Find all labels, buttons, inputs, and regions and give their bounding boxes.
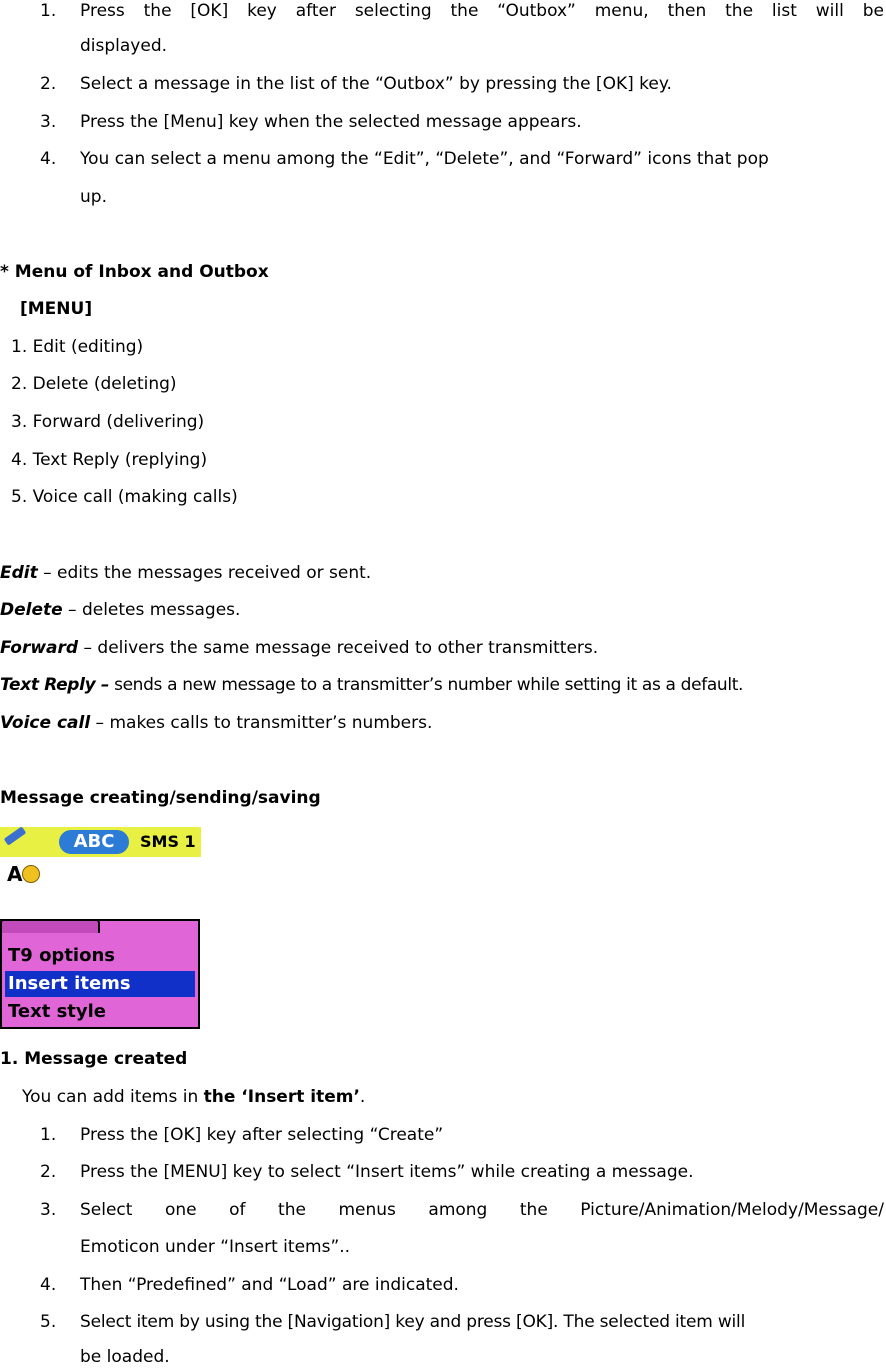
word: among bbox=[428, 1200, 488, 1220]
word: one bbox=[164, 1200, 197, 1220]
list-text: be loaded. bbox=[80, 1347, 170, 1367]
list-text: Press the [Menu] key when the selected message appears. bbox=[80, 112, 582, 132]
menu-item-delete: 2. Delete (deleting) bbox=[11, 374, 177, 394]
word: Picture/Animation/Melody/Message/ bbox=[580, 1200, 884, 1220]
word: the bbox=[725, 1, 754, 21]
list-text: Press the [MENU] key to select “Insert items” while creating a message. bbox=[80, 1162, 694, 1182]
list-number: 3. bbox=[40, 1200, 57, 1220]
definition-desc: sends a new message to a transmitter’s number while setting it as a default. bbox=[109, 675, 744, 695]
list1-item-1-line-1 bbox=[80, 0, 884, 22]
list-text: You can select a menu among the “Edit”, “Delete”, and “Forward” icons that pop bbox=[80, 149, 769, 169]
list-number: 1. bbox=[40, 1125, 57, 1145]
input-mode-badge: ABC bbox=[59, 830, 129, 854]
list-number: 4. bbox=[40, 1275, 57, 1295]
menu-folder-tab bbox=[0, 919, 100, 933]
intro-text: You can add items in bbox=[22, 1087, 204, 1107]
word: menus bbox=[338, 1200, 396, 1220]
word: after bbox=[295, 1, 336, 21]
definition-desc: – deletes messages. bbox=[62, 600, 241, 620]
phone-menu-text-style[interactable]: Text style bbox=[8, 1001, 107, 1022]
list-number: 2. bbox=[40, 1162, 57, 1182]
definition-text-reply bbox=[0, 674, 886, 696]
definition-desc: – makes calls to transmitter’s numbers. bbox=[90, 713, 433, 733]
list-text: Select a message in the list of the “Outbox” by pressing the [OK] key. bbox=[80, 74, 672, 94]
list-text: Select item by using the [Navigation] key and press [OK]. The selected item will bbox=[80, 1312, 746, 1332]
word: the bbox=[519, 1200, 548, 1220]
menu-item-edit: 1. Edit (editing) bbox=[11, 337, 144, 357]
phone-menu-t9-options[interactable]: T9 options bbox=[8, 945, 115, 966]
word: Press bbox=[80, 1, 125, 21]
definition-delete bbox=[0, 599, 886, 621]
menu-item-voice-call: 5. Voice call (making calls) bbox=[11, 487, 238, 507]
list2-item-3-line-1 bbox=[80, 1199, 884, 1221]
section-title: Message creating/sending/saving bbox=[0, 788, 321, 808]
list-text: Emoticon under “Insert items”.. bbox=[80, 1237, 351, 1257]
intro-period: . bbox=[359, 1087, 366, 1107]
word: [OK] bbox=[190, 1, 229, 21]
definition-forward bbox=[0, 637, 886, 659]
list-text: Then “Predefined” and “Load” are indicated. bbox=[80, 1275, 459, 1295]
intro-bold: the ‘Insert item’ bbox=[203, 1087, 360, 1107]
word: then bbox=[667, 1, 707, 21]
created-intro bbox=[22, 1086, 886, 1108]
definition-term: Text Reply – bbox=[0, 675, 110, 695]
word: be bbox=[862, 1, 884, 21]
menu-item-forward: 3. Forward (delivering) bbox=[11, 412, 205, 432]
word: of bbox=[229, 1200, 246, 1220]
cursor-letter: A bbox=[7, 862, 23, 886]
definition-desc: – delivers the same message received to other transmitters. bbox=[78, 638, 599, 658]
word: menu, bbox=[594, 1, 649, 21]
word: Select bbox=[80, 1200, 133, 1220]
definition-term: Forward bbox=[0, 638, 79, 658]
word: selecting bbox=[354, 1, 432, 21]
menu-label: [MENU] bbox=[20, 299, 93, 319]
definition-term: Edit bbox=[0, 563, 38, 583]
word: key bbox=[247, 1, 277, 21]
definition-term: Voice call bbox=[0, 713, 91, 733]
word: list bbox=[771, 1, 797, 21]
word: will bbox=[815, 1, 844, 21]
menu-item-text-reply: 4. Text Reply (replying) bbox=[11, 450, 208, 470]
text-cursor-emoticon bbox=[7, 862, 40, 886]
definition-term: Delete bbox=[0, 600, 63, 620]
phone-menu-insert-items[interactable]: Insert items bbox=[5, 971, 195, 997]
menu-heading: * Menu of Inbox and Outbox bbox=[0, 262, 269, 282]
definition-edit bbox=[0, 562, 886, 584]
list-text: displayed. bbox=[80, 36, 168, 56]
word: the bbox=[450, 1, 479, 21]
list-number: 2. bbox=[40, 74, 57, 94]
definition-voice-call bbox=[0, 712, 886, 734]
list-number: 3. bbox=[40, 112, 57, 132]
list-number: 4. bbox=[40, 149, 57, 169]
word: the bbox=[278, 1200, 306, 1220]
list-text: Press the [OK] key after selecting “Create” bbox=[80, 1125, 444, 1145]
sms-counter: SMS 1 bbox=[140, 832, 196, 851]
created-heading: 1. Message created bbox=[0, 1049, 188, 1069]
word: “Outbox” bbox=[497, 1, 576, 21]
list-text: up. bbox=[80, 187, 107, 207]
list-number: 5. bbox=[40, 1312, 57, 1332]
definition-desc: – edits the messages received or sent. bbox=[37, 563, 372, 583]
emoticon-icon bbox=[22, 865, 40, 883]
list-number: 1. bbox=[40, 1, 57, 21]
word: the bbox=[143, 1, 172, 21]
